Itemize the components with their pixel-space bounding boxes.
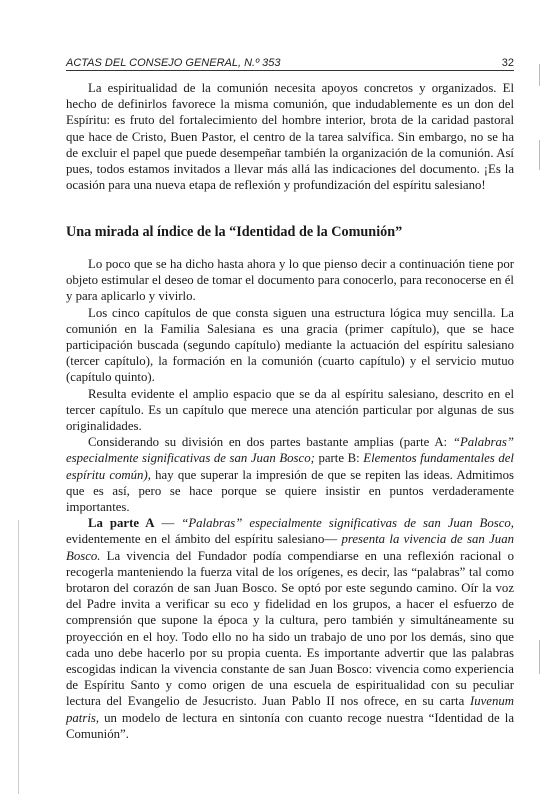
paragraph: Los cinco capítulos de que consta siguen una estructura lógica muy sencilla. La comunión en la Familia Salesiana es una gracia (primer capítulo), que se hace participación buscada (segundo capítulo) mediante la actuación del espíritu salesiano (tercer capítulo), la formación en la comunión (cuarto capítulo) y el servicio mutuo (capítulo quinto). — [66, 305, 514, 385]
intro-block — [66, 80, 514, 193]
italic-phrase: presenta la vivencia de san Juan Bosco. — [66, 532, 514, 563]
text-run: parte B: — [314, 451, 364, 466]
margin-mark — [539, 64, 540, 86]
page-number: 32 — [501, 57, 514, 69]
margin-mark — [539, 140, 540, 170]
running-title: ACTAS DEL CONSEJO GENERAL, N.º 353 — [66, 57, 281, 69]
header-rule — [66, 70, 514, 71]
text-run: evidentemente en el ámbito del espíritu salesiano— — [66, 532, 342, 547]
bold-label: La parte A — [88, 516, 155, 531]
margin-mark — [539, 640, 540, 674]
italic-title: Elementos fundamentales del espíritu común), — [66, 451, 514, 482]
italic-title: Iuvenum patris, — [66, 694, 514, 725]
paragraph: Lo poco que se ha dicho hasta ahora y lo que pienso decir a continuación tiene por objeto estimular el deseo de tomar el documento para conocerlo, para reconocerse en él y para aplicarlo y vivirlo. — [66, 257, 514, 304]
italic-title: “Palabras” especialmente significativas de san Juan Bosco, — [181, 516, 514, 531]
text-run: hay que superar la impresión de que se repiten las ideas. Admitimos que es así, pero se hace porque se quiere insistir en puntos verdaderamente importantes. — [66, 467, 514, 515]
intro-paragraph: La espiritualidad de la comunión necesita apoyos concretos y organizados. El hecho de definirlos favorece la misma comunión, que indudablemente es un don del Espíritu: es fruto del fortalecimiento del hombre interior, brota de la caridad pastoral que hace de Cristo, Buen Pastor, el centro de la tarea salvífica. Sin embargo, no se ha de excluir el papel que puede desempeñar también la organización de la comunión. Así pues, todos estamos invitados a llevar más allá las indicaciones del documento. ¡Es la ocasión para una nueva etapa de reflexión y profundización del espíritu salesiano! — [66, 81, 514, 193]
section-body — [66, 256, 514, 742]
page-edge-line — [18, 520, 19, 794]
text-run: un modelo de lectura en sintonía con cuanto recoge nuestra “Identidad de la Comunión”. — [66, 710, 514, 741]
italic-title: “Palabras” especialmente significativas de san Juan Bosco; — [66, 435, 514, 466]
running-header — [66, 52, 514, 70]
paragraph — [66, 515, 514, 742]
text-run: La vivencia del Fundador podía compendiarse en una reflexión racional o recogerla manteniendo la fuerza vital de los orígenes, es decir, las “palabras” tal como brotaron del corazón de san Juan Bosco. Se optó por este segundo camino. Oír la voz del Padre invita a verificar su eco y fidelidad en los grupos, a hacer el esfuerzo de comprensión que supone la época y la cultura, pero también y simultáneamente su proyección en el hoy. Todo ello no ha sido un trabajo de uno por los demás, sino que cada uno debe hacerlo por su propia cuenta. Es importante advertir que las palabras escogidas indican la vivencia constante de san Juan Bosco: vivencia como experiencia de Espíritu Santo y como origen de una escuela de espiritualidad con su peculiar lectura del Evangelio de Jesucristo. Juan Pablo II nos ofrece, en su carta — [66, 548, 514, 709]
paragraph: Resulta evidente el amplio espacio que se da al espíritu salesiano, descrito en el tercer capítulo. Es un capítulo que merece una atención particular por algunas de sus originalidades. — [66, 386, 514, 434]
section-heading: Una mirada al índice de la “Identidad de la Comunión” — [66, 224, 403, 240]
text-run: Considerando su división en dos partes bastante amplias (parte A: — [88, 435, 453, 450]
text-run: — — [154, 516, 182, 531]
paragraph — [66, 434, 514, 515]
